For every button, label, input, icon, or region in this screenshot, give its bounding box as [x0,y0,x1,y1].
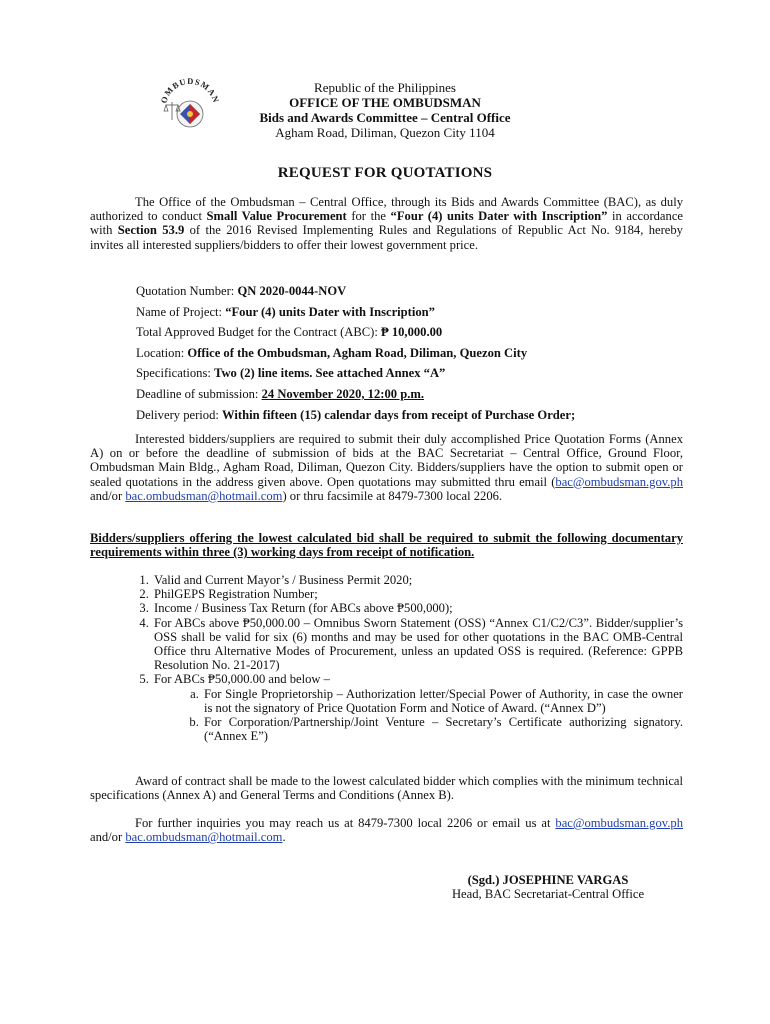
hotmail-email-link[interactable]: bac.ombudsman@hotmail.com [125,488,283,503]
inquiry-text: For further inquiries you may reach us at 8479-7300 local 2206 or email us at [135,816,556,830]
requirements-heading [90,531,683,559]
inquiry-end: . [282,830,286,845]
signatory-position: Head, BAC Secretariat-Central Office [451,887,645,902]
quotation-details [136,281,696,425]
republic-line: Republic of the Philippines [314,80,456,95]
award-text: Award of contract shall be made to the lowest calculated bidder which complies with the minimum technical specifications (Annex A) and General Terms and Conditions (Annex B). [90,774,683,803]
delivery-period: Within fifteen (15) calendar days from receipt of Purchase Order; [222,407,576,422]
office-address: Agham Road, Diliman, Quezon City 1104 [275,125,495,140]
requirements-list-container [90,573,683,743]
submission-end: ) or thru facsimile at 8479-7300 local 2206. [282,488,503,503]
approved-budget: ₱ 10,000.00 [381,325,443,340]
award-paragraph [90,774,683,802]
list-item: a. For Single Proprietorship – Authorization letter/Special Power of Authority, in case the owner is not the signatory of Price Quotation Form and Notice of Award. (“Annex D”) [202,687,683,715]
intro-paragraph [90,195,683,252]
intro-text-2: for the [346,209,391,224]
quotation-number: QN 2020-0044-NOV [237,284,347,298]
detail-label: Name of Project: [136,304,226,319]
list-item: 1. Valid and Current Mayor’s / Business Permit 2020; [152,573,683,587]
list-item: 2. PhilGEPS Registration Number; [152,587,683,601]
list-item: b. For Corporation/Partnership/Joint Venture – Secretary’s Certificate authorizing signatory. (“Annex E”) [202,715,683,743]
submission-text: Interested bidders/suppliers are required to submit their duly accomplished Price Quotation Forms (Annex A) on or before the deadline of submission of bids at the BAC Secretariat – Central Office, Ground Floor, Ombudsman Main Bldg., Agham Road, Diliman, Quezon City. Bidders/suppliers have the option to submit open or sealed quotations in the address given above. Open quotations may submitted thru email ( [90,432,683,489]
detail-row [136,322,696,343]
signatory-name: (Sgd.) JOSEPHINE VARGAS [467,873,629,887]
project-name: “Four (4) units Dater with Inscription” [225,304,435,319]
submission-paragraph [90,432,683,503]
requirements-heading-text: Bidders/suppliers offering the lowest calculated bid shall be required to submit the following documentary requirements within three (3) working days from receipt of notification. [90,531,683,560]
sub-requirements-list [154,687,683,744]
bac-email-link[interactable]: bac@ombudsman.gov.ph [555,474,683,489]
detail-label: Total Approved Budget for the Contract (ABC): [136,325,381,340]
specifications: Two (2) line items. See attached Annex “A” [214,366,446,381]
detail-label: Location: [136,345,188,360]
requirements-list [90,573,683,743]
location: Office of the Ombudsman, Agham Road, Diliman, Quezon City [187,345,528,360]
intro-text-1: The Office of the Ombudsman – Central Office, through its Bids and Awards Committee (BAC), as duly authorized to conduct [90,195,683,224]
detail-row [136,302,696,323]
hotmail-email-link[interactable]: bac.ombudsman@hotmail.com [125,830,283,845]
procurement-mode: Small Value Procurement [206,209,347,224]
detail-row [136,363,696,384]
detail-label: Specifications: [136,366,214,381]
detail-row [136,281,696,302]
list-item: 3. Income / Business Tax Return (for ABCs above ₱500,000); [152,601,683,615]
inquiry-paragraph [90,816,683,844]
intro-text-4: of the 2016 Revised Implementing Rules and Regulations of Republic Act No. 9184, hereby invites all interested suppliers/bidders to offer their lowest government price. [90,223,683,252]
office-name: OFFICE OF THE OMBUDSMAN [289,95,481,110]
detail-label: Delivery period: [136,407,223,422]
detail-label: Quotation Number: [136,284,238,298]
svg-text:OMBUDSMAN: OMBUDSMAN [158,75,222,105]
section-reference: Section 53.9 [117,223,185,238]
detail-row [136,384,696,405]
letterhead [0,80,770,140]
page-title: REQUEST FOR QUOTATIONS [277,165,493,181]
project-name-inline: “Four (4) units Dater with Inscription” [390,209,608,224]
intro-text-3: in accordance with [90,209,683,238]
inquiry-connector: and/or [90,830,126,845]
detail-label: Deadline of submission: [136,386,262,401]
list-item-text: For ABCs ₱50,000.00 and below – [154,672,330,687]
bac-email-link[interactable]: bac@ombudsman.gov.ph [555,816,683,830]
detail-row [136,405,696,426]
detail-row [136,343,696,364]
list-item [152,672,683,743]
list-item: 4. For ABCs above ₱50,000.00 – Omnibus Sworn Statement (OSS) “Annex C1/C2/C3”. Bidder/supplier’s OSS shall be valid for six (6) months and may be used for other quotations in the BAC OMB-Central Office thru Alternative Modes of Procurement, unless an updated OSS is required. (Reference: GPPB Resolution No. 21-2017) [152,616,683,673]
signature-block [428,873,668,902]
committee-name: Bids and Awards Committee – Central Office [259,110,511,125]
submission-connector: and/or [90,488,126,503]
submission-deadline: 24 November 2020, 12:00 p.m. [261,386,424,401]
